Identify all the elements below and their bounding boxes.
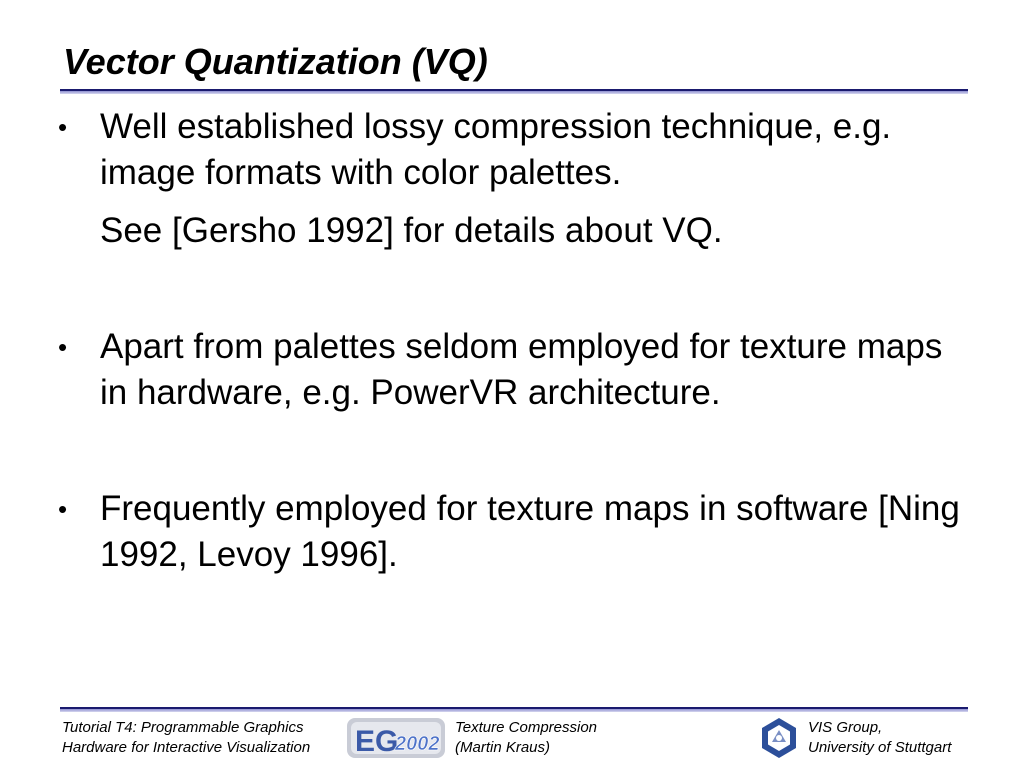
logo-letters: EG xyxy=(355,725,399,758)
footer-tutorial-line1: Tutorial T4: Programmable Graphics xyxy=(62,719,304,736)
logo-year: 2002 xyxy=(395,733,440,755)
bullet-text: Frequently employed for texture maps in software [Ning 1992, Levoy 1996]. xyxy=(100,489,960,574)
footer-group-line1: VIS Group, xyxy=(808,719,883,736)
bullet-item-compression xyxy=(58,104,968,254)
bullet-marker: • xyxy=(58,494,68,524)
slide-title: Vector Quantization (VQ) xyxy=(63,41,488,82)
bullet-marker: • xyxy=(58,112,68,142)
bullet-list xyxy=(58,104,968,648)
footer-tutorial-line2: Hardware for Interactive Visualization xyxy=(62,739,311,756)
footer-talk-line2: (Martin Kraus) xyxy=(455,739,551,756)
bullet-item-hardware xyxy=(58,324,968,416)
footer-talk-info xyxy=(455,718,597,758)
bullet-note: See [Gersho 1992] for details about VQ. xyxy=(100,211,723,250)
footer-group-info xyxy=(808,718,951,758)
bullet-marker: • xyxy=(58,332,68,362)
footer-talk-line1: Texture Compression xyxy=(455,719,598,736)
footer-tutorial-info xyxy=(62,718,310,758)
bullet-item-software xyxy=(58,486,968,578)
eurographics-2002-logo-icon xyxy=(347,716,445,760)
footer-group-line2: University of Stuttgart xyxy=(808,739,952,756)
title-divider xyxy=(60,89,968,94)
bullet-text: Apart from palettes seldom employed for texture maps in hardware, e.g. PowerVR architecture. xyxy=(100,327,943,412)
bullet-text: Well established lossy compression technique, e.g. image formats with color palettes. xyxy=(100,107,892,192)
vis-stuttgart-logo-icon xyxy=(758,716,800,760)
footer-divider xyxy=(60,707,968,712)
